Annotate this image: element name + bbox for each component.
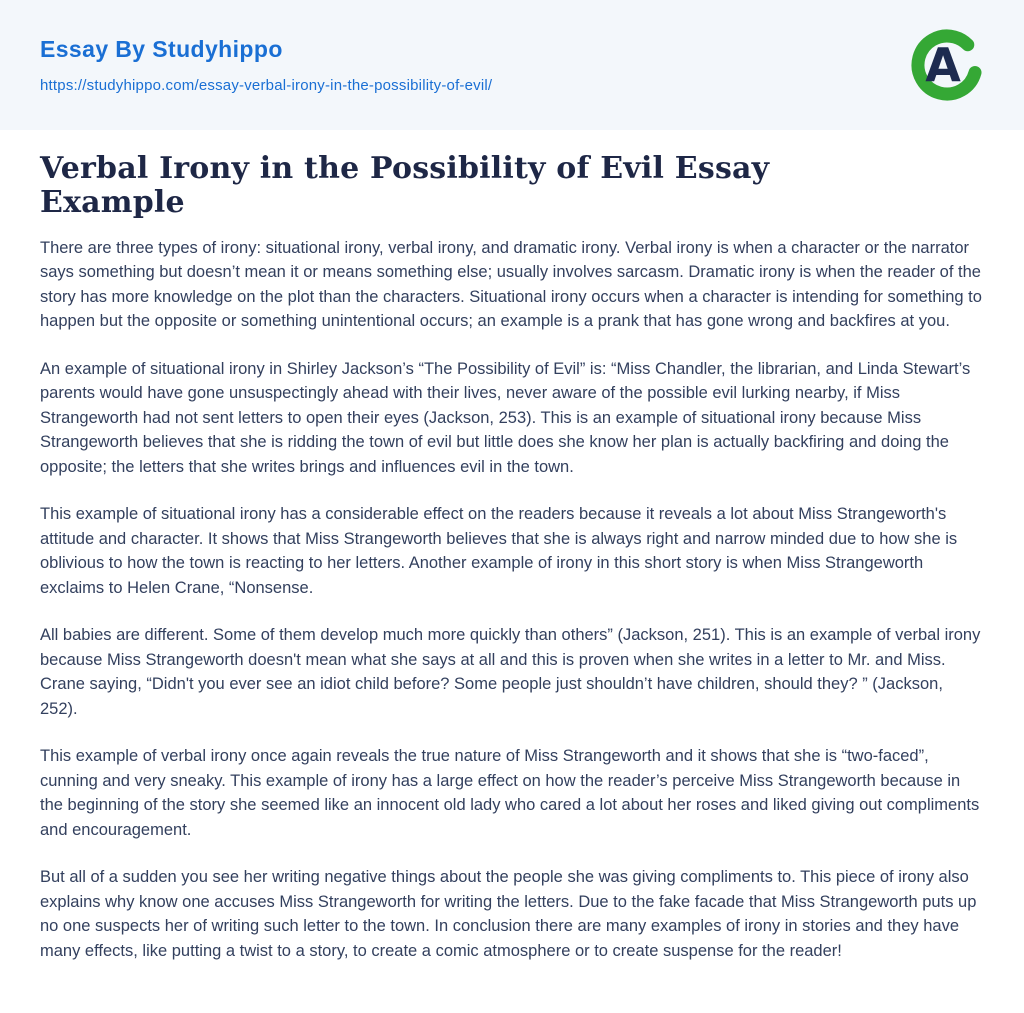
article-title: Verbal Irony in the Possibility of Evil Essay Example [40,151,770,220]
paragraph-4: All babies are different. Some of them develop much more quickly than others” (Jackson, 251). This is an example of verbal irony because Miss Strangeworth doesn't mean what she says at all and this is proven when she writes in a letter to Mr. and Miss. Crane saying, “Didn't you ever see an idiot child before? Some people just shouldn’t have children, should they? ” (Jackson, 252). [40,626,981,718]
paragraph-6: But all of a sudden you see her writing negative things about the people she was giving compliments to. This piece of irony also explains why know one accuses Miss Strangeworth for writing the letters. Due to the fake facade that Miss Strangeworth puts up no one suspects her of writing such letter to the town. In conclusion there are many examples of irony in stories and they have many effects, like putting a twist to a story, to create a comic atmosphere or to create suspense for the reader! [40,868,977,960]
paragraph-2: An example of situational irony in Shirley Jackson’s “The Possibility of Evil” is: “Miss Chandler, the librarian, and Linda Stewart’s parents would have gone unsuspectingly ahead with their lives, never aware of the possible evil lurking nearby, if Miss Strangeworth had not sent letters to open their eyes (Jackson, 253). This is an example of situational irony because Miss Strangeworth believes that she is ridding the town of evil but little does she know her plan is actually backfiring and doing the opposite; the letters that she writes brings and influences evil in the town. [40,359,971,476]
page-header [0,0,1024,130]
studyhippo-logo-icon [910,28,984,102]
logo-letter: A [925,38,961,92]
source-url-link[interactable]: https://studyhippo.com/essay-verbal-irony-in-the-possibility-of-evil/ [40,77,493,94]
paragraph-5: This example of verbal irony once again reveals the true nature of Miss Strangeworth and it shows that she is “two-faced”, cunning and very sneaky. This example of irony has a large effect on how the reader’s perceive Miss Strangeworth because in the beginning of the story she seemed like an innocent old lady who cared a lot about her roses and liked giving out compliments and encouragement. [40,747,980,839]
article [0,130,1024,963]
site-title: Essay By Studyhippo [40,36,283,62]
paragraph-3: This example of situational irony has a considerable effect on the readers because it reveals a lot about Miss Strangeworth's attitude and character. It shows that Miss Strangeworth believes that she is always right and narrow minded due to how she is oblivious to how the town is reacting to her letters. Another example of irony in this short story is when Miss Strangeworth exclaims to Helen Crane, “Nonsense. [40,505,958,597]
paragraph-1: There are three types of irony: situational irony, verbal irony, and dramatic irony. Verbal irony is when a character or the narrator says something but doesn’t mean it or means something else; usually involves sarcasm. Dramatic irony is when the reader of the story has more knowledge on the plot than the characters. Situational irony occurs when a character is intending for something to happen but the opposite or something unintentional occurs; an example is a prank that has gone wrong and backfires at you. [40,238,982,331]
header-text [40,36,492,94]
